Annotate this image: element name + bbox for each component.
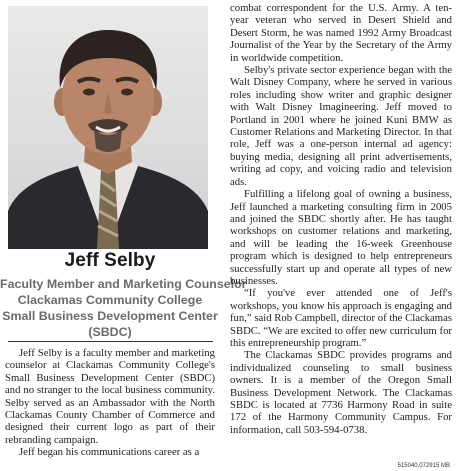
paragraph: “If you've ever attended one of Jeff's workshops, you know his approach is engaging and fun,” said Rob Campbell, director of the Clackamas SBDC. “We are excited to offer new curriculum for this entrepreneurship program.” [230, 287, 452, 349]
paragraph: Fulfilling a lifelong goal of owning a business, Jeff launched a marketing consulting firm in 2005 and joined the SBDC shortly after. He has taught workshops on customer relations and marketing, and will be leading the 16-week Greenhouse program which is designed to help entrepreneurs successfully start up and operate all types of new businesses. [230, 188, 452, 287]
portrait-photo [8, 6, 208, 249]
paragraph: Jeff Selby is a faculty member and marketing counselor at Clackamas Community College's Small Business Development Center (SBDC) and no stranger to the local business community. Selby served as an Ambassador with the North Clackamas County Chamber of Commerce and designed their current logo as part of their rebranding campaign. [5, 347, 215, 446]
paragraph: The Clackamas SBDC provides programs and individualized counseling to small business owners. It is a member of the Oregon Small Business Development Network. The Clackamas SBDC is located at 7736 Harmony Road in suite 172 of the Harmony Community Campus. For information, call 503-594-0738. [230, 349, 452, 436]
person-name: Jeff Selby [64, 250, 156, 271]
title-line: Clackamas Community College [17, 293, 203, 307]
paragraph: Jeff began his communications career as a [19, 446, 200, 459]
divider [8, 341, 213, 342]
title-line: Faculty Member and Marketing Counselor [0, 277, 247, 291]
title-line: (SBDC) [88, 325, 132, 339]
article-column-left [5, 347, 215, 459]
article-column-right [230, 2, 452, 436]
portrait-illustration [8, 6, 208, 249]
title-line: Small Business Development Center [2, 309, 218, 323]
ad-code: 515040.072915 MB [397, 463, 450, 469]
person-title [0, 276, 247, 340]
paragraph-continued: combat correspondent for the U.S. Army. A ten-year veteran who served in Desert Shield and Desert Storm, he was named 1992 Army Broadcast Journalist of the Year by the Secretary of the Army in worldwide competition. [230, 2, 452, 64]
paragraph: Selby's private sector experience began with the Walt Disney Company, where he served in various roles including show writer and graphic designer with Walt Disney Imagineering. Jeff moved to Portland in 2001 where he joined Kuni BMW as Customer Relations and Marketing Director. In that role, Jeff was a one-person internal ad agency: buying media, designing all print advertisements, writing ad copy, and voicing radio and television ads. [230, 64, 452, 188]
